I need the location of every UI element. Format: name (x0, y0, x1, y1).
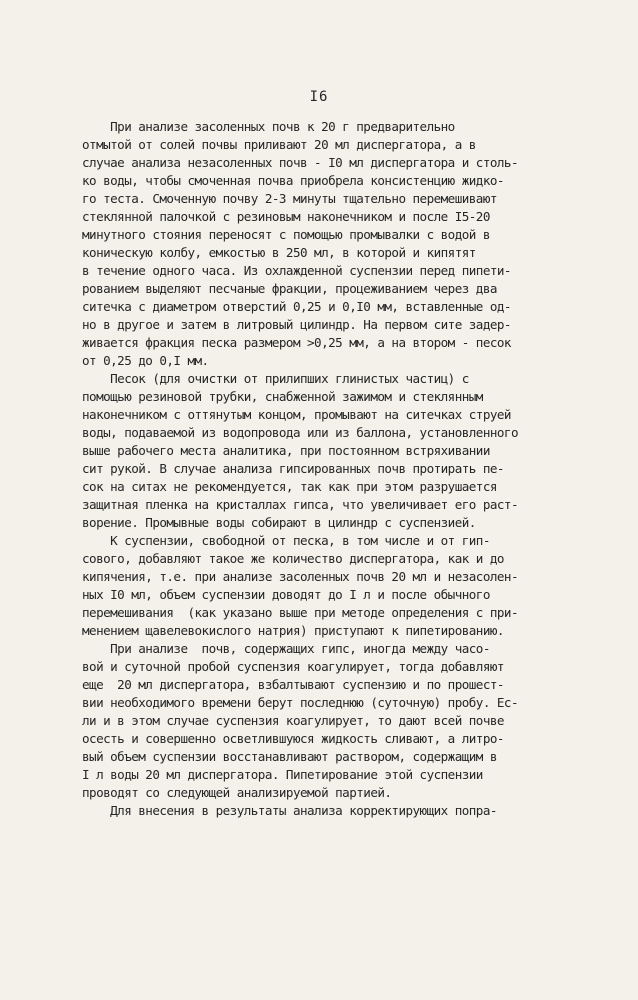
text-line: ворение. Промывные воды собирают в цилиндр с суспензией. (82, 515, 476, 530)
text-line: ли и в этом случае суспензия коагулирует, то дают всей почве (82, 713, 504, 728)
text-line: При анализе засоленных почв к 20 г предварительно (82, 119, 455, 134)
text-line: минутного стояния переносят с помощью промывалки с водой в (82, 227, 490, 242)
text-line: ко воды, чтобы смоченная почва приобрела консистенцию жидко- (82, 173, 504, 188)
text-line: проводят со следующей анализируемой партией. (82, 785, 392, 800)
text-line: При анализе почв, содержащих гипс, иногда между часо- (82, 641, 490, 656)
text-line: го теста. Смоченную почву 2-3 минуты тщательно перемешивают (82, 191, 497, 206)
text-line: кипячения, т.е. при анализе засоленных почв 20 мл и незасолен- (82, 569, 518, 584)
text-line: К суспензии, свободной от песка, в том числе и от гип- (82, 533, 490, 548)
text-line: осесть и совершенно осветлившуюся жидкость сливают, а литро- (82, 731, 504, 746)
text-line: вой и суточной пробой суспензия коагулирует, тогда добавляют (82, 659, 504, 674)
text-line: вый объем суспензии восстанавливают раствором, содержащим в (82, 749, 497, 764)
text-line: отмытой от солей почвы приливают 20 мл диспергатора, а в (82, 137, 476, 152)
text-line: случае анализа незасоленных почв - I0 мл диспергатора и столь- (82, 155, 518, 170)
text-line: I л воды 20 мл диспергатора. Пипетирование этой суспензии (82, 767, 483, 782)
text-line: живается фракция песка размером >0,25 мм, а на втором - песок (82, 335, 511, 350)
text-line: вии необходимого времени берут последнюю (суточную) пробу. Ес- (82, 695, 518, 710)
text-line: от 0,25 до 0,I мм. (82, 353, 209, 368)
text-line: стеклянной палочкой с резиновым наконечником и после I5-20 (82, 209, 490, 224)
text-line: помощью резиновой трубки, снабженной зажимом и стеклянным (82, 389, 483, 404)
text-line: в течение одного часа. Из охлажденной суспензии перед пипети- (82, 263, 511, 278)
text-line: ситечка с диаметром отверстий 0,25 и 0,I0 мм, вставленные од- (82, 299, 511, 314)
text-line: рованием выделяют песчаные фракции, процеживанием через два (82, 281, 497, 296)
text-line: ных I0 мл, объем суспензии доводят до I л и после обычного (82, 587, 490, 602)
text-line: сок на ситах не рекомендуется, так как при этом разрушается (82, 479, 497, 494)
text-line: сового, добавляют такое же количество диспергатора, как и до (82, 551, 504, 566)
page-number: I6 (309, 89, 329, 105)
text-line: наконечником с оттянутым концом, промывают на ситечках струей (82, 407, 511, 422)
text-line: выше рабочего места аналитика, при постоянном встряхивании (82, 443, 490, 458)
text-line: Для внесения в результаты анализа корректирующих попра- (82, 803, 497, 818)
text-line: коническую колбу, емкостью в 250 мл, в которой и кипятят (82, 245, 476, 260)
text-line: перемешивания (как указано выше при методе определения с при- (82, 605, 518, 620)
text-line: воды, подаваемой из водопровода или из баллона, установленного (82, 425, 518, 440)
text-line: защитная пленка на кристаллах гипса, что увеличивает его раст- (82, 497, 518, 512)
text-line: но в другое и затем в литровый цилиндр. На первом сите задер- (82, 317, 511, 332)
text-line: сит рукой. В случае анализа гипсированных почв протирать пе- (82, 461, 504, 476)
text-line: Песок (для очистки от прилипших глинистых частиц) с (82, 371, 469, 386)
text-line: еще 20 мл диспергатора, взбалтывают суспензию и по прошест- (82, 677, 504, 692)
text-line: менением щавелевокислого натрия) приступают к пипетированию. (82, 623, 504, 638)
